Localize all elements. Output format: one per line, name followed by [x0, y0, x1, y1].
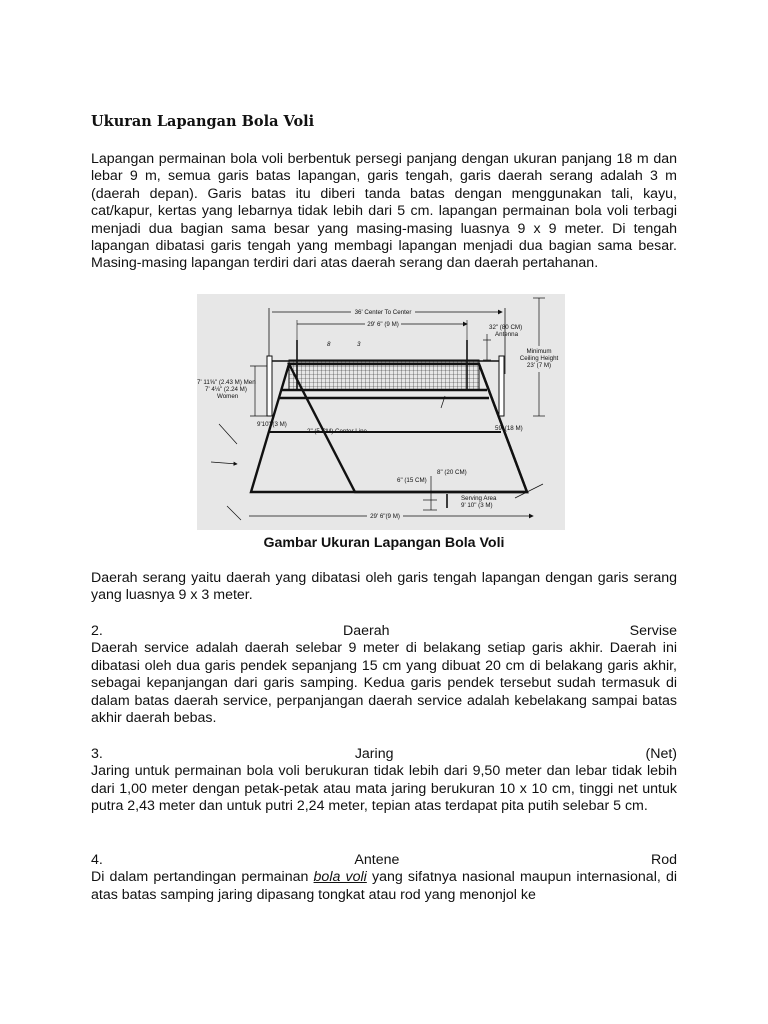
label-serving-2: 9' 10" (3 M)	[461, 502, 493, 509]
section-daerah-servise	[91, 623, 677, 727]
section-heading-word: Antene	[354, 852, 400, 868]
label-line-8: 8" (20 CM)	[437, 469, 467, 476]
section-heading	[91, 852, 677, 869]
section-number: 4.	[91, 852, 103, 868]
label-ceiling-2: Ceiling Height	[519, 355, 559, 362]
label-net-height-2: 7' 4⅛" (2.24 M)	[205, 386, 247, 393]
label-ceiling-1: Minimum	[526, 348, 552, 355]
paragraph-text: yang sifatnya nasional maupun internasional, di atas batas samping jaring dipasang tongkat atau rod yang menonjol ke	[91, 869, 677, 903]
figure-caption: Gambar Ukuran Lapangan Bola Voli	[263, 535, 505, 551]
label-center-to-center: 36' Center To Center	[354, 309, 412, 316]
section-heading	[91, 623, 677, 640]
court-diagram	[197, 294, 565, 530]
label-width-top: 29' 6" (9 M)	[367, 321, 399, 328]
label-attack-line: 9'10" (3 M)	[257, 421, 287, 428]
section-heading-word: Servise	[629, 623, 677, 639]
bola-voli-link[interactable]: bola voli	[313, 869, 367, 886]
label-length: 59' (18 M)	[495, 425, 523, 432]
section-paragraph: Daerah service adalah daerah selebar 9 meter di belakang setiap garis akhir. Daerah ini dibatasi oleh dua garis pendek sepanjang 15 cm yang dibuat 20 cm di belakang garis akhir, sebagai kepanjangan dari garis samping. Kedua garis pendek tersebut sudah termasuk di dalam batas daerah service, perpanjangan daerah service adalah kebelakang sampai batas akhir daerah bebas.	[91, 640, 677, 727]
section-paragraph: Jaring untuk permainan bola voli berukuran tidak lebih dari 9,50 meter dan lebar tidak lebih dari 1,00 meter dengan petak-petak atau mata jaring berukuran 10 x 10 cm, tinggi net untuk putra 2,43 meter dan untuk putri 2,24 meter, tepian atas terdapat pita putih selebar 5 cm.	[91, 763, 677, 815]
section-heading-word: Rod	[650, 852, 677, 868]
section-paragraph	[91, 869, 677, 904]
label-ceiling-3: 23' (7 M)	[526, 362, 552, 369]
label-width-bottom: 29' 6"(9 M)	[370, 513, 400, 520]
label-mark-b: 3	[357, 341, 361, 348]
label-net-height-3: Women	[217, 393, 239, 400]
section-heading-word: Jaring	[354, 746, 394, 762]
page-title: Ukuran Lapangan Bola Voli	[91, 113, 315, 130]
section-heading	[91, 746, 677, 763]
label-center-line: 2" (5 CM) Center Line	[307, 428, 367, 435]
label-serving-1: Serving Area	[461, 495, 497, 502]
section-heading-word: (Net)	[645, 746, 677, 762]
label-line-6: 6" (15 CM)	[397, 477, 427, 484]
section-antene-rod	[91, 852, 677, 904]
label-mark-a: 8	[327, 341, 331, 348]
label-antenna-height: 32" (80 CM)	[489, 324, 523, 331]
section-number: 3.	[91, 746, 103, 762]
intro-paragraph: Lapangan permainan bola voli berbentuk persegi panjang dengan ukuran panjang 18 m dan lebar 9 m, semua garis batas lapangan, garis tengah, garis daerah serang adalah 3 m (daerah depan). Garis batas itu diberi tanda batas dengan menggunakan tali, kayu, cat/kapur, kertas yang lebarnya tidak lebih dari 5 cm. lapangan permainan bola voli terbagi menjadi dua bagian sama besar yang masing-masing luasnya 9 x 9 meter. Di tengah lapangan dibatasi garis tengah yang membagi lapangan menjadi dua bagian sama besar. Masing-masing lapangan terdiri dari atas daerah serang dan daerah pertahanan.	[91, 151, 677, 272]
section-number: 2.	[91, 623, 103, 639]
section-heading-word: Daerah	[342, 623, 390, 639]
serang-paragraph: Daerah serang yaitu daerah yang dibatasi oleh garis tengah lapangan dengan garis serang yang luasnya 9 x 3 meter.	[91, 570, 677, 604]
section-jaring	[91, 746, 677, 816]
label-antenna: Antenna	[495, 331, 519, 338]
paragraph-text: Di dalam pertandingan permainan	[91, 869, 314, 886]
label-net-height-1: 7' 11⅝" (2.43 M) Men	[197, 379, 256, 386]
